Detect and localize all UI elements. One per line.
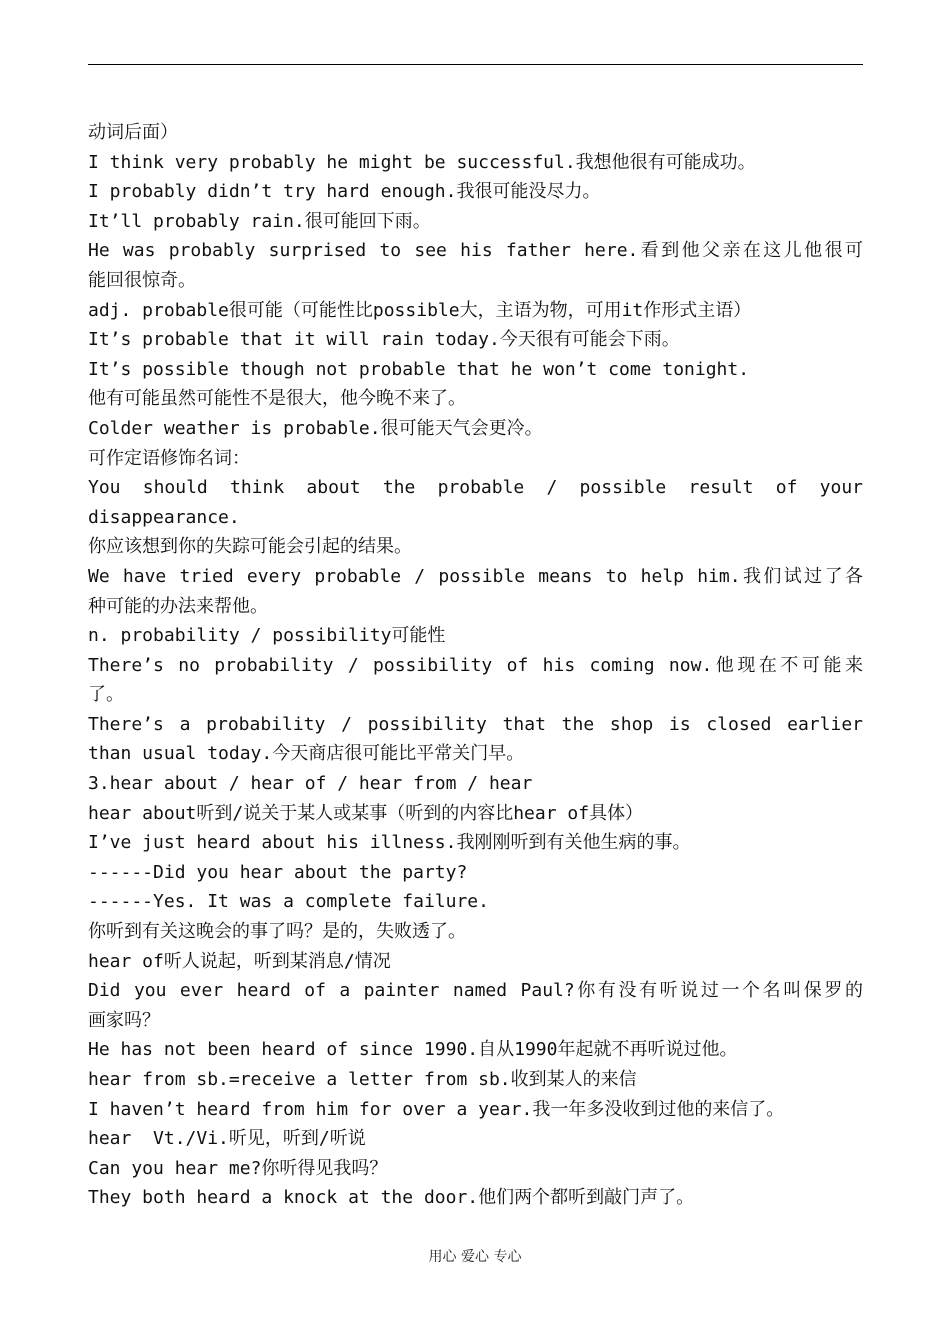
text-line: He has not been heard of since 1990.自从1990年起就不再听说过他。 bbox=[88, 1039, 738, 1061]
text-line: hear about听到/说关于某人或某事（听到的内容比hear of具体） bbox=[88, 802, 644, 824]
text-line: Can you hear me?你听得见我吗？ bbox=[88, 1157, 388, 1179]
text-line: There’s a probability / possibility that the shop is closed earlier bbox=[88, 713, 863, 735]
text-line: They both heard a knock at the door.他们两个都听到敲门声了。 bbox=[88, 1187, 695, 1209]
text-line: There’s no probability / possibility of his coming now.他现在不可能来 bbox=[88, 654, 863, 676]
page-footer: 用心 爱心 专心 bbox=[428, 1249, 522, 1265]
text-line: Did you ever heard of a painter named Paul?你有没有听说过一个名叫保罗的 bbox=[88, 980, 863, 1002]
text-line: 你听到有关这晚会的事了吗？是的，失败透了。 bbox=[88, 921, 466, 943]
text-line: adj. probable很可能（可能性比possible大，主语为物，可用it作形式主语） bbox=[88, 299, 752, 321]
text-line: ------Did you hear about the party? bbox=[88, 861, 468, 883]
text-line: 种可能的办法来帮他。 bbox=[88, 595, 268, 617]
text-line: I think very probably he might be successful.我想他很有可能成功。 bbox=[88, 151, 756, 173]
text-line: hear of听人说起，听到某消息/情况 bbox=[88, 950, 391, 972]
text-line: 可作定语修饰名词： bbox=[88, 447, 250, 469]
text-line: I haven’t heard from him for over a year.我一年多没收到过他的来信了。 bbox=[88, 1098, 785, 1120]
document-body bbox=[88, 118, 863, 1213]
text-line: hear from sb.=receive a letter from sb.收到某人的来信 bbox=[88, 1069, 637, 1090]
text-line: n. probability / possibility可能性 bbox=[88, 625, 446, 647]
header-rule bbox=[88, 64, 863, 65]
section-heading: 3.hear about / hear of / hear from / hear bbox=[88, 773, 533, 795]
text-line: 动词后面） bbox=[88, 122, 178, 143]
text-line: Colder weather is probable.很可能天气会更冷。 bbox=[88, 417, 543, 439]
text-line: I probably didn’t try hard enough.我很可能没尽力。 bbox=[88, 181, 601, 203]
text-line: It’ll probably rain.很可能回下雨。 bbox=[88, 210, 431, 232]
text-line: I’ve just heard about his illness.我刚刚听到有关他生病的事。 bbox=[88, 832, 691, 854]
text-line: hear Vt./Vi.听见，听到/听说 bbox=[88, 1128, 366, 1150]
text-line: 你应该想到你的失踪可能会引起的结果。 bbox=[88, 536, 412, 558]
text-line: 了。 bbox=[88, 684, 124, 706]
text-line: You should think about the probable / possible result of your bbox=[88, 477, 863, 499]
text-line: It’s possible though not probable that he won’t come tonight. bbox=[88, 358, 750, 380]
text-line: than usual today.今天商店很可能比平常关门早。 bbox=[88, 743, 525, 765]
text-line: 画家吗？ bbox=[88, 1009, 160, 1031]
text-line: He was probably surprised to see his father here.看到他父亲在这儿他很可 bbox=[88, 240, 863, 262]
text-line: It’s probable that it will rain today.今天很有可能会下雨。 bbox=[88, 329, 680, 351]
text-line: disappearance. bbox=[88, 506, 240, 528]
text-line: ------Yes. It was a complete failure. bbox=[88, 891, 489, 913]
text-line: 他有可能虽然可能性不是很大，他今晚不来了。 bbox=[88, 388, 466, 410]
text-line: 能回很惊奇。 bbox=[88, 269, 196, 291]
text-line: We have tried every probable / possible means to help him.我们试过了各 bbox=[88, 565, 863, 587]
